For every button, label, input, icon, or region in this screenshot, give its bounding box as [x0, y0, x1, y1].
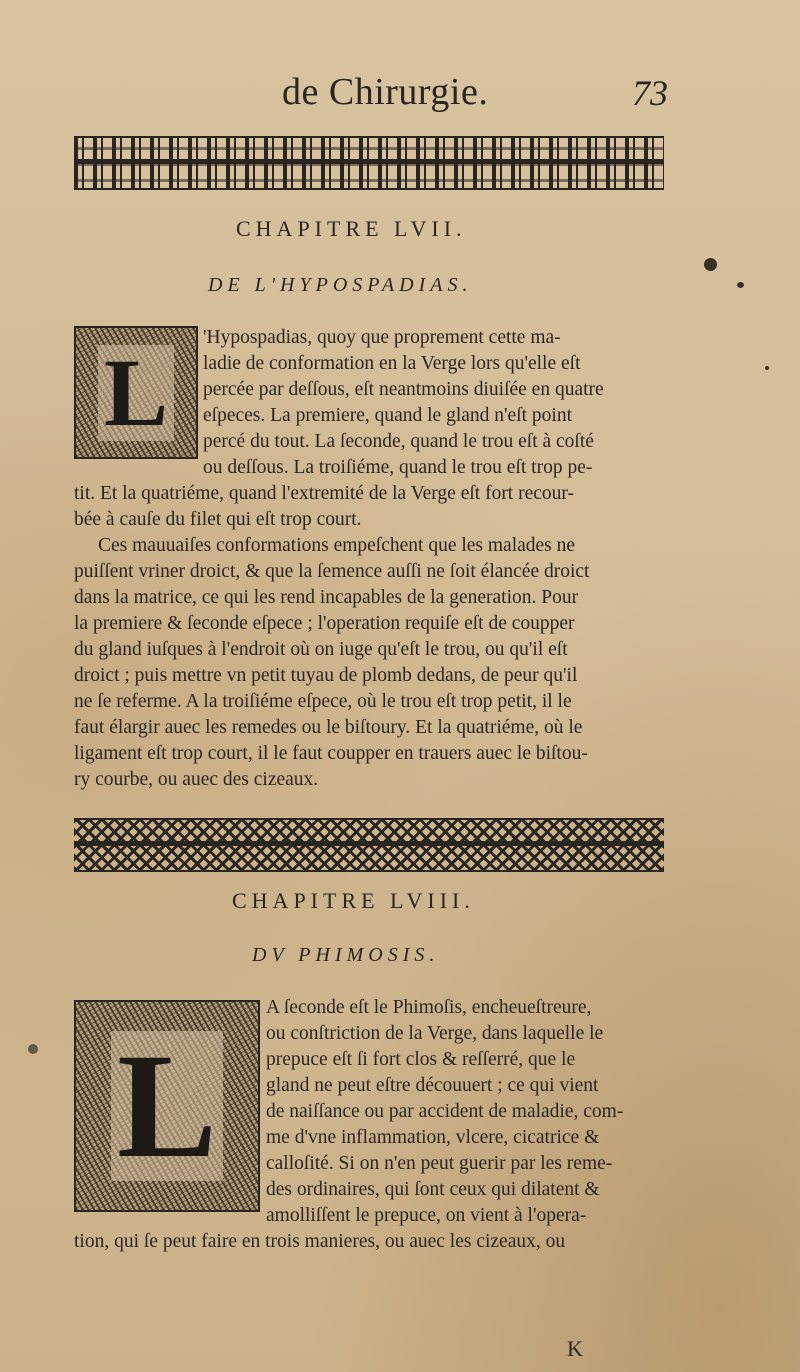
decorated-initial [74, 326, 198, 459]
drop-cap-letter: L [98, 345, 174, 441]
text-line: percée par deſſous, eſt neantmoins diuiſée en quatre [203, 379, 604, 400]
text-line: droict ; puis mettre vn petit tuyau de plomb dedans, de peur qu'il [74, 665, 578, 686]
text-line: faut élargir auec les remedes ou le biſtoury. Et la quatriéme, où le [74, 717, 583, 738]
section-title: DE L'HYPOSPADIAS. [208, 274, 473, 296]
text-line: ou conſtriction de la Verge, dans laquelle le [266, 1023, 604, 1044]
drop-cap-letter: L [111, 1031, 223, 1181]
text-line: des ordinaires, qui ſont ceux qui dilatent & [266, 1179, 600, 1200]
text-line: Ces mauuaiſes conformations empeſchent que les malades ne [98, 535, 576, 556]
text-line: tit. Et la quatriéme, quand l'extremité de la Verge eſt fort recour- [74, 483, 575, 504]
ink-speck [704, 258, 717, 271]
text-line: calloſité. Si on n'en peut guerir par les reme- [266, 1153, 613, 1174]
text-line: tion, qui ſe peut faire en trois manieres, ou auec les cizeaux, ou [74, 1231, 566, 1252]
text-line: me d'vne inflammation, vlcere, cicatrice & [266, 1127, 600, 1148]
chapter-title: CHAPITRE LVIII. [232, 888, 475, 913]
text-line: bée à cauſe du filet qui eſt trop court. [74, 509, 362, 530]
chapter-title: CHAPITRE LVII. [236, 216, 467, 241]
text-line: gland ne peut eſtre découuert ; ce qui vient [266, 1075, 599, 1096]
section-ornament [74, 818, 664, 872]
text-line: ne ſe referme. A la troiſiéme eſpece, où le trou eſt trop petit, il le [74, 691, 572, 712]
text-line: la premiere & ſeconde eſpece ; l'operation requiſe eſt de coupper [74, 613, 575, 634]
ink-speck [765, 366, 769, 370]
page-number: 73 [632, 73, 668, 113]
text-line: puiſſent vriner droict, & que la ſemence auſſi ne ſoit élancée droict [74, 561, 590, 582]
text-line: dans la matrice, ce qui les rend incapables de la generation. Pour [74, 587, 579, 608]
text-line: eſpeces. La premiere, quand le gland n'eſt point [203, 405, 572, 426]
text-line: 'Hypospadias, quoy que proprement cette ma- [203, 327, 561, 348]
decorated-initial [74, 1000, 260, 1212]
text-line: A ſeconde eſt le Phimoſis, encheueſtreure, [266, 997, 592, 1018]
text-line: de naiſſance ou par accident de maladie, com- [266, 1101, 624, 1122]
text-line: ry courbe, ou auec des cizeaux. [74, 769, 319, 790]
text-line: percé du tout. La ſeconde, quand le trou eſt à coſté [203, 431, 594, 452]
text-line: du gland iuſques à l'endroit où on iuge qu'eſt le trou, ou qu'il eſt [74, 639, 568, 660]
text-line: ou deſſous. La troiſiéme, quand le trou eſt trop pe- [203, 457, 593, 478]
text-line: ladie de conformation en la Verge lors qu'elle eſt [203, 353, 581, 374]
headpiece-ornament [74, 136, 664, 190]
text-line: prepuce eſt ſi fort clos & reſſerré, que le [266, 1049, 576, 1070]
ink-speck [737, 282, 744, 288]
text-line: ligament eſt trop court, il le faut coupper en trauers auec le biſtou- [74, 743, 588, 764]
running-head: de Chirurgie. [282, 71, 489, 113]
text-line: amolliſſent le prepuce, on vient à l'opera- [266, 1205, 587, 1226]
section-title: DV PHIMOSIS. [252, 944, 440, 966]
ink-speck [28, 1044, 38, 1054]
catchword: K [567, 1336, 583, 1361]
